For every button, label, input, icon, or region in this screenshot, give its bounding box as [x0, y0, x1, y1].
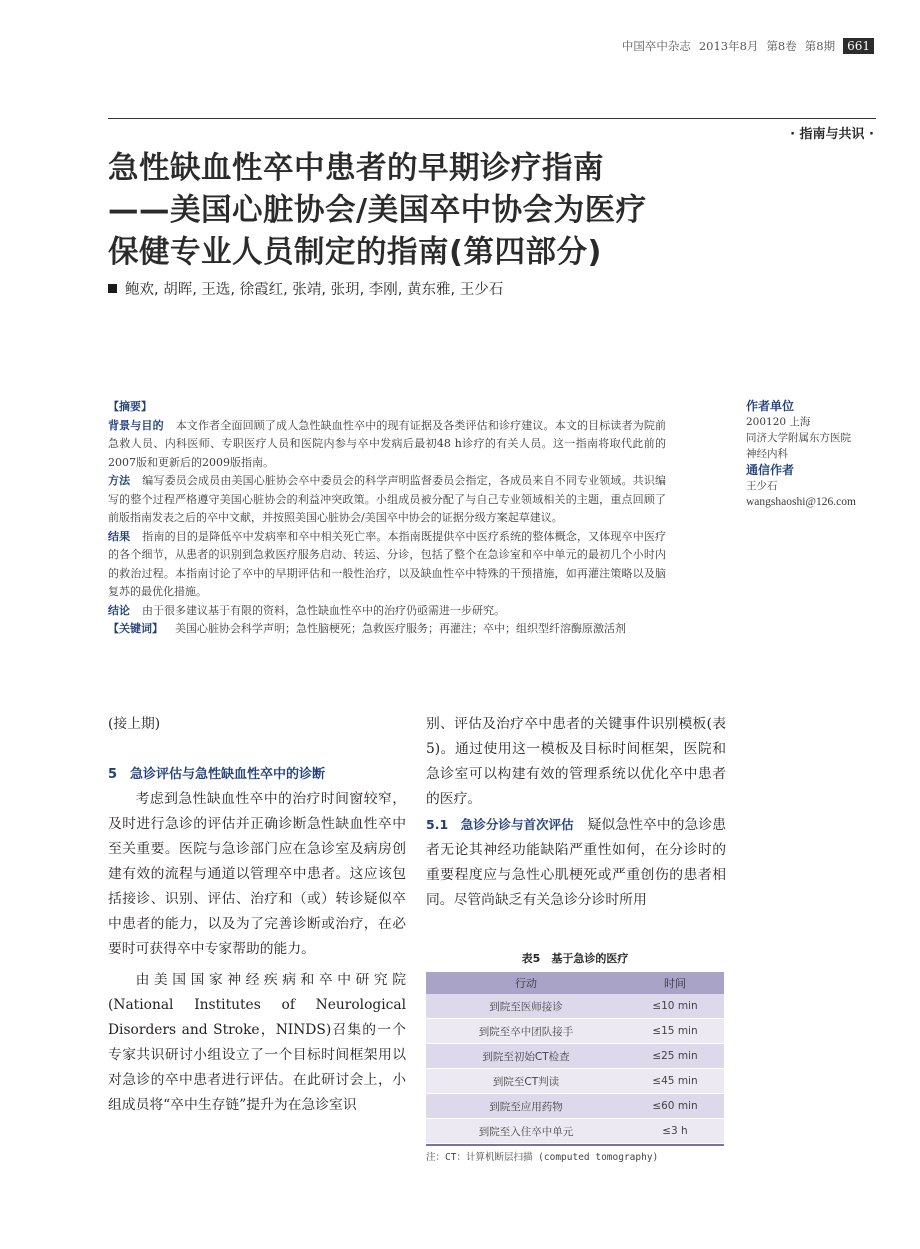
unit-label: 作者单位 [746, 399, 795, 413]
cell-time: ≤45 min [626, 1069, 724, 1094]
page-number: 661 [843, 38, 874, 54]
title-line-2: ——美国心脏协会/美国卒中协会为医疗 [108, 193, 647, 228]
author-info-sidebar [746, 398, 896, 510]
title-line-3: 保健专业人员制定的指南(第四部分) [108, 235, 602, 270]
abstract [108, 398, 666, 639]
unit-line-2: 同济大学附属东方医院 [746, 432, 851, 444]
body-paragraph-1: 考虑到急性缺血性卒中的治疗时间窗较窄，及时进行急诊的评估并正确诊断急性缺血性卒中至关重要。医院与急诊部门应在急诊室及病房创建有效的流程与通道以管理卒中患者。这应该包括接诊、识别、评估、治疗和（或）转诊疑似卒中患者的能力，以及为了完善诊断或治疗，在必要时可获得卒中专家帮助的能力。 [108, 791, 406, 957]
cell-action: 到院至入住卒中单元 [426, 1119, 626, 1144]
table-row [426, 1019, 724, 1044]
cell-time: ≤25 min [626, 1044, 724, 1069]
results-label: 结果 [108, 529, 131, 543]
results-text: 指南的目的是降低卒中发病率和卒中相关死亡率。本指南既提供卒中医疗系统的整体概念，又体现卒中医疗的各个细节，从患者的识别到急救医疗服务启动、转运、分诊，包括了整个在急诊室和卒中单元的最初几个小时内的救治过程。本指南讨论了卒中的早期评估和一般性治疗，以及缺血性卒中特殊的干预措施，如再灌注策略以及脑复苏的最优化措施。 [108, 529, 667, 598]
header-rule [108, 118, 876, 119]
table-row [426, 1069, 724, 1094]
unit-line-1: 200120 上海 [746, 416, 811, 428]
col-header-action: 行动 [426, 972, 626, 994]
keywords-label: 【关键词】 [108, 622, 163, 635]
journal-issue: 第8期 [804, 39, 836, 53]
journal-date: 2013年8月 [698, 39, 759, 53]
section-label: · 指南与共识 · [790, 127, 874, 142]
background-text: 本文作者全面回顾了成人急性缺血性卒中的现有证据及各类评估和诊疗建议。本文的目标读者为院前急救人员、内科医师、专职医疗人员和医院内参与卒中发病后最初48 h诊疗的有关人员。这一指南将取代此前的2007版和更新后的2009版指南。 [108, 418, 667, 469]
col-header-time: 时间 [626, 972, 724, 994]
methods-label: 方法 [108, 474, 131, 487]
cell-action: 到院至初始CT检查 [426, 1044, 626, 1069]
cell-action: 到院至卒中团队接手 [426, 1019, 626, 1044]
body-paragraph-2: 由美国国家神经疾病和卒中研究院(National Institutes of Neurological Disorders and Stroke，NINDS)召集的一个专家共识研讨小组设立了一个目标时间框架用以对急诊的卒中患者进行评估。在此研讨会上，小组成员将“卒中生存链”提升为在急诊室识 [108, 972, 406, 1113]
journal-header [622, 38, 874, 54]
corr-email: wangshaoshi@126.com [746, 496, 856, 508]
subsection-5-1-text: 疑似急性卒中的急诊患者无论其神经功能缺陷严重性如何，在分诊时的重要程度应与急性心肌梗死或严重创伤的患者相同。尽管尚缺乏有关急诊分诊时所用 [426, 817, 727, 908]
body-left-column [108, 712, 406, 1118]
section-5-heading: 5 急诊评估与急性缺血性卒中的诊断 [108, 767, 326, 782]
conclusion-label: 结论 [108, 603, 130, 617]
corr-name: 王少石 [746, 480, 778, 492]
cell-time: ≤15 min [626, 1019, 724, 1044]
unit-line-3: 神经内科 [746, 448, 788, 460]
cell-time: ≤3 h [626, 1119, 724, 1144]
table-row [426, 1094, 724, 1119]
cell-action: 到院至CT判读 [426, 1069, 626, 1094]
conclusion-text: 由于很多建议基于有限的资料，急性缺血性卒中的治疗仍亟需进一步研究。 [142, 603, 505, 617]
cell-action: 到院至医师接诊 [426, 994, 626, 1019]
cell-time: ≤10 min [626, 994, 724, 1019]
table-5 [426, 950, 724, 1163]
authors-text: 鲍欢, 胡晖, 王选, 徐霞红, 张靖, 张玥, 李刚, 黄东雅, 王少石 [125, 282, 504, 298]
table-title: 表5 基于急诊的医疗 [521, 952, 629, 965]
body-right-column [426, 712, 726, 913]
table-row [426, 994, 724, 1019]
keywords-text: 美国心脏协会科学声明；急性脑梗死；急救医疗服务；再灌注；卒中；组织型纤溶酶原激活剂 [175, 622, 626, 635]
right-paragraph-1: 别、评估及治疗卒中患者的关键事件识别模板(表5)。通过使用这一模板及目标时间框架，医院和急诊室可以构建有效的管理系统以优化卒中患者的医疗。 [426, 716, 726, 807]
table-row [426, 1044, 724, 1069]
abstract-heading: 【摘要】 [108, 400, 152, 413]
journal-volume: 第8卷 [766, 39, 797, 53]
spacer [108, 737, 406, 762]
continued-note: (接上期) [108, 716, 161, 732]
title-line-1: 急性缺血性卒中患者的早期诊疗指南 [108, 151, 604, 186]
subsection-5-1-heading: 5.1 急诊分诊与首次评估 [426, 817, 574, 832]
square-bullet-icon [108, 284, 117, 293]
background-label: 背景与目的 [108, 418, 164, 432]
table-note: 注：CT：计算机断层扫描 (computed tomography) [426, 1152, 659, 1163]
table-row [426, 1119, 724, 1144]
cell-action: 到院至应用药物 [426, 1094, 626, 1119]
cell-time: ≤60 min [626, 1094, 724, 1119]
journal-name: 中国卒中杂志 [621, 39, 691, 53]
table-bottom-rule [426, 1144, 724, 1146]
article-title [108, 148, 848, 274]
corr-label: 通信作者 [746, 463, 795, 477]
methods-text: 编写委员会成员由美国心脏协会卒中委员会的科学声明监督委员会指定，各成员来自不同专业领域。共识编写的整个过程严格遵守美国心脏协会的利益冲突政策。小组成员被分配了与自己专业领域相关的主题，重点回顾了前版指南发表之后的卒中文献，并按照美国心脏协会/美国卒中协会的证据分级方案起草建议。 [108, 474, 667, 524]
author-list [108, 278, 503, 299]
table-5-grid [426, 972, 724, 1144]
